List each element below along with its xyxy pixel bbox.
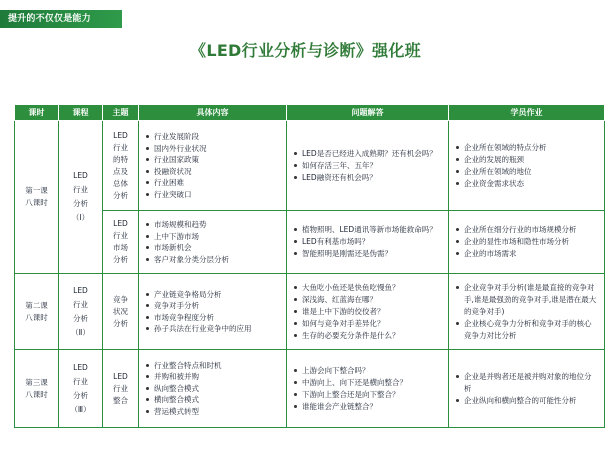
list-item: 中游向上、向下还是横向整合？ xyxy=(293,377,442,389)
qa-cell xyxy=(287,211,449,274)
homework-list xyxy=(449,220,604,264)
list-item: 企业的显性市场和隐性市场分析 xyxy=(455,236,598,248)
list-item: 投融资状况 xyxy=(145,166,280,178)
header-topic: 主题 xyxy=(103,105,139,121)
content-cell xyxy=(139,274,287,350)
list-item: 市场新机会 xyxy=(145,242,280,254)
topic-cell: LED 行业 市场 分析 xyxy=(103,211,139,274)
table-header-row xyxy=(15,105,605,121)
page-title: 《LED行业分析与诊断》强化班 xyxy=(190,41,421,60)
homework-list xyxy=(449,278,604,346)
topic-cell: 竞争 状况 分析 xyxy=(103,274,139,350)
session-cell: 第二课 八课时 xyxy=(15,274,59,350)
homework-cell xyxy=(449,274,605,350)
list-item: 深浅海、红蓝海在哪？ xyxy=(293,294,442,306)
header-qa: 问题解答 xyxy=(287,105,449,121)
content-list xyxy=(139,215,286,269)
list-item: LED融资还有机会吗？ xyxy=(293,172,442,184)
list-item: 智能照明是刚需还是伪需？ xyxy=(293,248,442,260)
list-item: 行业整合特点和时机 xyxy=(145,360,280,372)
header-session: 课时 xyxy=(15,105,59,121)
content-list xyxy=(139,285,286,339)
content-list xyxy=(139,356,286,422)
list-item: 孙子兵法在行业竞争中的应用 xyxy=(145,323,280,335)
list-item: 上中下游市场 xyxy=(145,231,280,243)
list-item: 企业是并购者还是被并购对象的地位分析 xyxy=(455,371,598,395)
list-item: LED有利基市场吗？ xyxy=(293,236,442,248)
list-item: 企业资金需求状态 xyxy=(455,178,598,190)
session-cell: 第一课 八课时 xyxy=(15,121,59,274)
list-item: 行业发展阶段 xyxy=(145,131,280,143)
list-item: 生存的必要充分条件是什么？ xyxy=(293,330,442,342)
list-item: 企业核心竞争力分析和竞争对手的核心竞争力对比分析 xyxy=(455,318,598,342)
list-item: 企业所在领域的特点分析 xyxy=(455,142,598,154)
list-item: 如何与竞争对手差异化？ xyxy=(293,318,442,330)
list-item: 行业突破口 xyxy=(145,189,280,201)
list-item: 谁是上中下游的佼佼者？ xyxy=(293,306,442,318)
list-item: 上游会向下整合吗？ xyxy=(293,365,442,377)
list-item: 纵向整合模式 xyxy=(145,383,280,395)
table-row xyxy=(15,350,605,428)
list-item: 企业所在领域的地位 xyxy=(455,166,598,178)
list-item: 谁能谁会产业链整合？ xyxy=(293,401,442,413)
list-item: 下游向上整合还是向下整合？ xyxy=(293,389,442,401)
list-item: 并购和被并购 xyxy=(145,371,280,383)
list-item: 企业竞争对手分析(谁是最直接的竞争对手,谁是最强劲的竞争对手,谁是潜在最大的竞争对手) xyxy=(455,282,598,318)
list-item: 营运模式转型 xyxy=(145,406,280,418)
course-cell: LED 行业 分析 （Ⅰ） xyxy=(59,121,103,274)
list-item: LED是否已经进入成熟期？还有机会吗？ xyxy=(293,148,442,160)
list-item: 横向整合模式 xyxy=(145,394,280,406)
homework-list xyxy=(449,367,604,411)
list-item: 客户对象分类分层分析 xyxy=(145,254,280,266)
header-homework: 学员作业 xyxy=(449,105,605,121)
course-cell: LED 行业 分析 （Ⅲ） xyxy=(59,350,103,428)
course-cell: LED 行业 分析 （Ⅱ） xyxy=(59,274,103,350)
table-row xyxy=(15,121,605,211)
table-row xyxy=(15,274,605,350)
list-item: 如何存活三年、五年？ xyxy=(293,160,442,172)
qa-cell xyxy=(287,121,449,211)
qa-list xyxy=(287,220,448,264)
homework-cell xyxy=(449,350,605,428)
list-item: 企业所在细分行业的市场规模分析 xyxy=(455,224,598,236)
list-item: 大鱼吃小鱼还是快鱼吃慢鱼？ xyxy=(293,282,442,294)
list-item: 企业的市场需求 xyxy=(455,248,598,260)
header-content: 具体内容 xyxy=(139,105,287,121)
table-row xyxy=(15,211,605,274)
content-cell xyxy=(139,211,287,274)
homework-cell xyxy=(449,211,605,274)
qa-list xyxy=(287,144,448,188)
content-list xyxy=(139,127,286,204)
list-item: 企业纵向和横向整合的可能性分析 xyxy=(455,395,598,407)
list-item: 国内外行业状况 xyxy=(145,143,280,155)
list-item: 植物照明、LED通讯等新市场能救命吗？ xyxy=(293,224,442,236)
list-item: 企业的发展的瓶颈 xyxy=(455,154,598,166)
topic-cell: LED 行业 的特 点及 总体 分析 xyxy=(103,121,139,211)
homework-list xyxy=(449,138,604,194)
list-item: 竞争对手分析 xyxy=(145,300,280,312)
content-cell xyxy=(139,350,287,428)
qa-cell xyxy=(287,274,449,350)
brand-tagline: 提升的不仅仅是能力 xyxy=(0,10,122,28)
list-item: 产业链竞争格局分析 xyxy=(145,289,280,301)
list-item: 市场竞争程度分析 xyxy=(145,312,280,324)
list-item: 行业国家政策 xyxy=(145,154,280,166)
qa-list xyxy=(287,361,448,417)
session-cell: 第三课 八课时 xyxy=(15,350,59,428)
qa-list xyxy=(287,278,448,346)
list-item: 行业困难 xyxy=(145,177,280,189)
content-cell xyxy=(139,121,287,211)
homework-cell xyxy=(449,121,605,211)
qa-cell xyxy=(287,350,449,428)
list-item: 市场规模和趋势 xyxy=(145,219,280,231)
header-course: 课程 xyxy=(59,105,103,121)
topic-cell: LED 行业 整合 xyxy=(103,350,139,428)
curriculum-table xyxy=(14,104,605,428)
